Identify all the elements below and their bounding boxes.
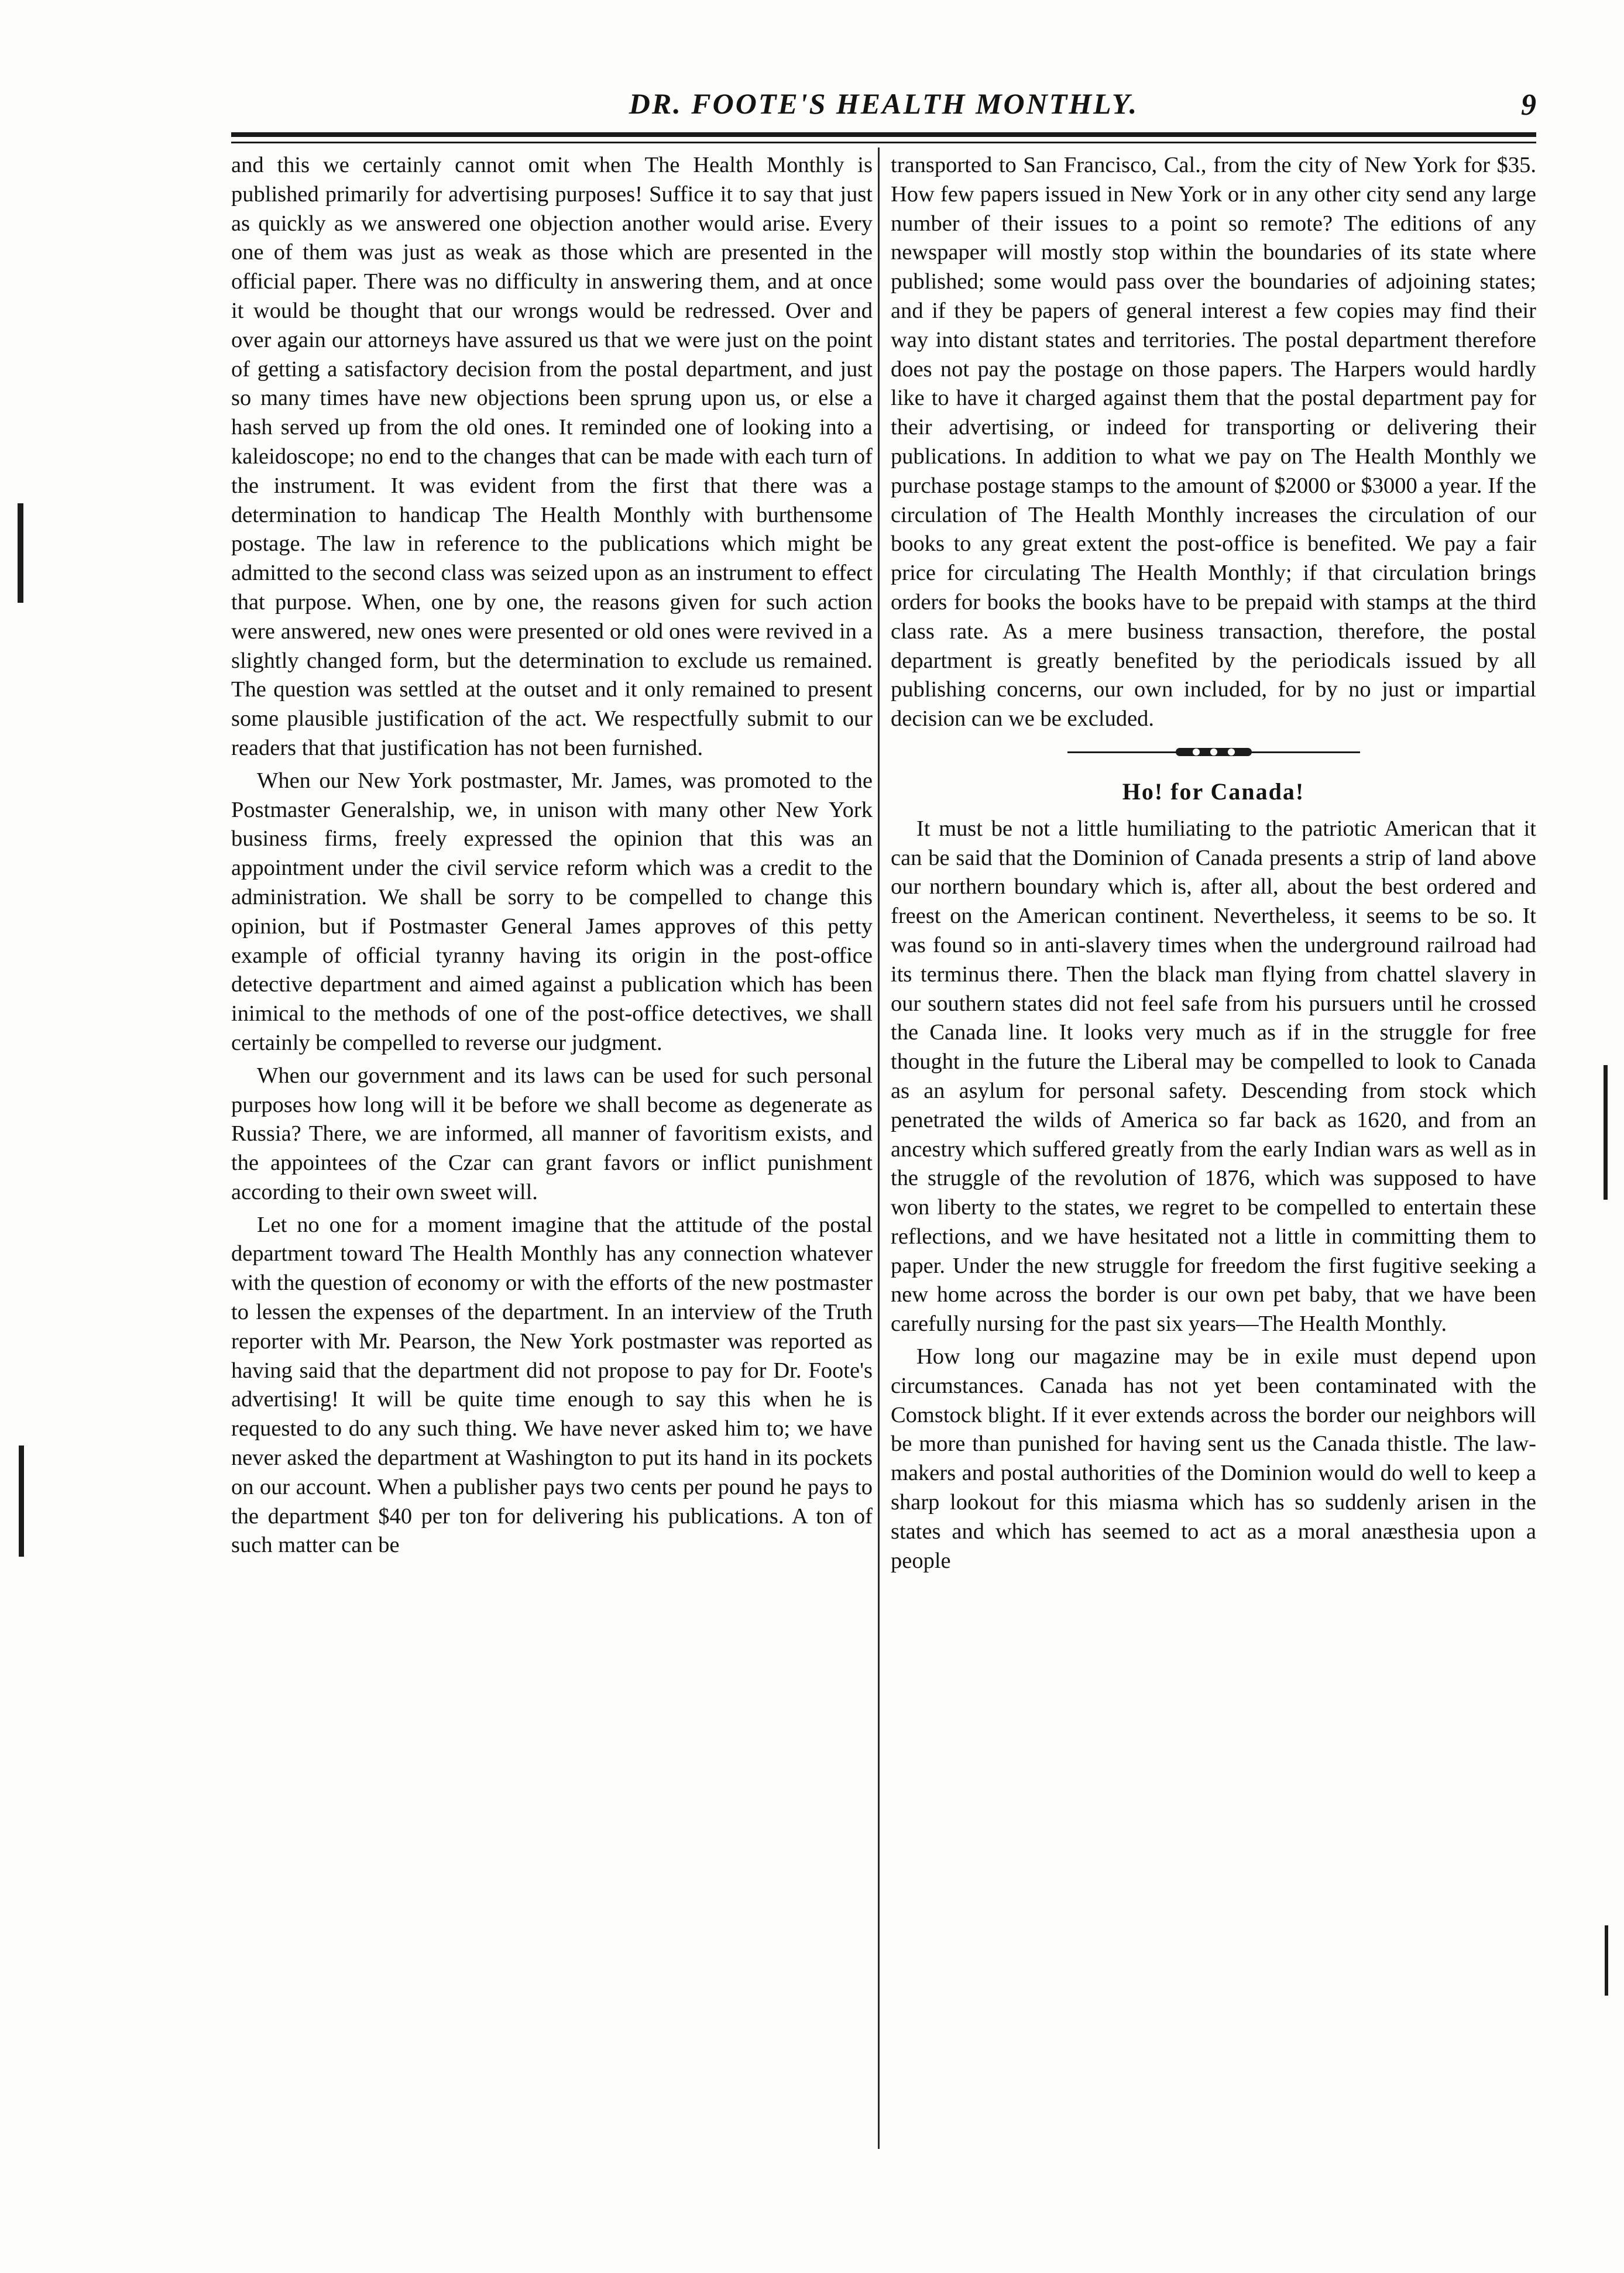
right-paragraph-2: It must be not a little humiliating to the patriotic American that it can be said that the Dominion of Canada presents a strip of land above our northern boundary which is, after all, about the best ordered and freest on the American continent. Nevertheless, it seems to be so. It was found so in anti-slavery times when the underground railroad had its terminus there. Then the black man flying from chattel slavery in our southern states did not feel safe from his pursuers until he crossed the Canada line. It looks very much as if in the struggle for free thought in the future the Liberal may be compelled to look to Canada as an asylum for personal safety. Descending from stock which penetrated the wilds of America so far back as 1620, and from an ancestry which suffered greatly from the early Indian wars as well as in the struggle of the revolution of 1876, which was supposed to have won liberty to the states, we regret to be compelled to entertain these reflections, and we have hesitated not a little in committing them to paper. Under the new struggle for freedom the first fugitive seeking a new home across the border is our own pet baby, that we have been carefully nursing for the past six years—The Health Monthly.	[891, 816, 1536, 1337]
column-divider	[878, 147, 880, 2149]
left-paragraph-3: When our government and its laws can be used for such personal purposes how long will it be before we shall become as degenerate as Russia? There, we are informed, all manner of favoritism exists, and the appointees of the Czar can grant favors or inflict punishment according to their own sweet will.	[231, 1063, 873, 1204]
scan-margin-mark-4	[1605, 1925, 1608, 1996]
scan-margin-mark-3	[1604, 1065, 1608, 1200]
journal-title: DR. FOOTE'S HEALTH MONTHLY.	[629, 87, 1139, 120]
running-head	[231, 87, 1536, 124]
header-rule-thin	[231, 142, 1536, 143]
right-paragraph-3: How long our magazine may be in exile must depend upon circumstances. Canada has not yet been contaminated with the Comstock blight. If it ever extends across the border our neighbors will be more than punished for having sent us the Canada thistle. The law-makers and postal authorities of the Dominion would do well to keep a sharp lookout for this miasma which has so suddenly arisen in the states and which has seemed to act as a moral anæsthesia upon a people	[891, 1344, 1536, 1573]
right-column	[891, 151, 1536, 1579]
page-number: 9	[1521, 88, 1536, 122]
header-rule-thick	[231, 132, 1536, 137]
section-title: Ho! for Canada!	[1122, 778, 1305, 805]
scan-margin-mark-1	[18, 503, 23, 603]
right-paragraph-1: transported to San Francisco, Cal., from the city of New York for $35. How few papers issued in New York or in any other city send any large number of their issues to a point so remote? The editions of any newspaper will mostly stop within the boundaries of its state where published; some would pass over the boundaries of adjoining states; and if they be papers of general interest a few copies may find their way into distant states and territories. The postal department therefore does not pay the postage on those papers. The Harpers would hardly like to have it charged against them that the postal department pay for their advertising, or indeed for transporting or delivering their publications. In addition to what we pay on The Health Monthly we purchase postage stamps to the amount of $2000 or $3000 a year. If the circulation of The Health Monthly increases the circulation of our books to any great extent the post-office is benefited. We pay a fair price for circulating The Health Monthly; if that circulation brings orders for books the books have to be prepaid with stamps at the third class rate. As a mere business transaction, therefore, the postal department is greatly benefited by the periodicals issued by all publishing concerns, our own included, for by no just or impartial decision can we be excluded.	[891, 153, 1536, 732]
section-ornament	[1067, 741, 1360, 764]
left-paragraph-1: and this we certainly cannot omit when The Health Monthly is published primarily for advertising purposes! Suffice it to say that just as quickly as we answered one objection another would arise. Every one of them was just as weak as those which are presented in the official paper. There was no difficulty in answering them, and at once it would be thought that our wrongs would be redressed. Over and over again our attorneys have assured us that we were just on the point of getting a satisfactory decision from the postal department, and just so many times have new objections been sprung upon us, or else a hash served up from the old ones. It reminded one of looking into a kaleidoscope; no end to the changes that can be made with each turn of the instrument. It was evident from the first that there was a determination to handicap The Health Monthly with burthensome postage. The law in reference to the publications which might be admitted to the second class was seized upon as an instrument to effect that purpose. When, one by one, the reasons given for such action were answered, new ones were presented or old ones were revived in a slightly changed form, but the determination to exclude us remained. The question was settled at the outset and it only remained to present some plausible justification of the act. We respectfully submit to our readers that that justification has not been furnished.	[231, 153, 873, 760]
left-paragraph-4: Let no one for a moment imagine that the attitude of the postal department toward The Health Monthly has any connection whatever with the question of economy or with the efforts of the new postmaster to lessen the expenses of the department. In an interview of the Truth reporter with Mr. Pearson, the New York postmaster was reported as having said that the department did not propose to pay for Dr. Foote's advertising! It will be quite time enough to say this when he is requested to do any such thing. We have never asked him to; we have never asked the department at Washington to put its hand in its pockets on our account. When a publisher pays two cents per pound he pays to the department $40 per ton for delivering his publications. A ton of such matter can be	[231, 1212, 873, 1558]
scan-margin-mark-2	[19, 1445, 24, 1557]
left-paragraph-2: When our New York postmaster, Mr. James, was promoted to the Postmaster Generalship, we, in unison with many other New York business firms, freely expressed the opinion that this was an appointment under the civil service reform which was a credit to the administration. We shall be sorry to be compelled to change this opinion, but if Postmaster General James approves of this petty example of official tyranny having its origin in the post-office detective department and aimed against a publication which has been inimical to the methods of one of the post-office detectives, we shall certainly be compelled to reverse our judgment.	[231, 768, 873, 1055]
left-column	[231, 151, 873, 1564]
